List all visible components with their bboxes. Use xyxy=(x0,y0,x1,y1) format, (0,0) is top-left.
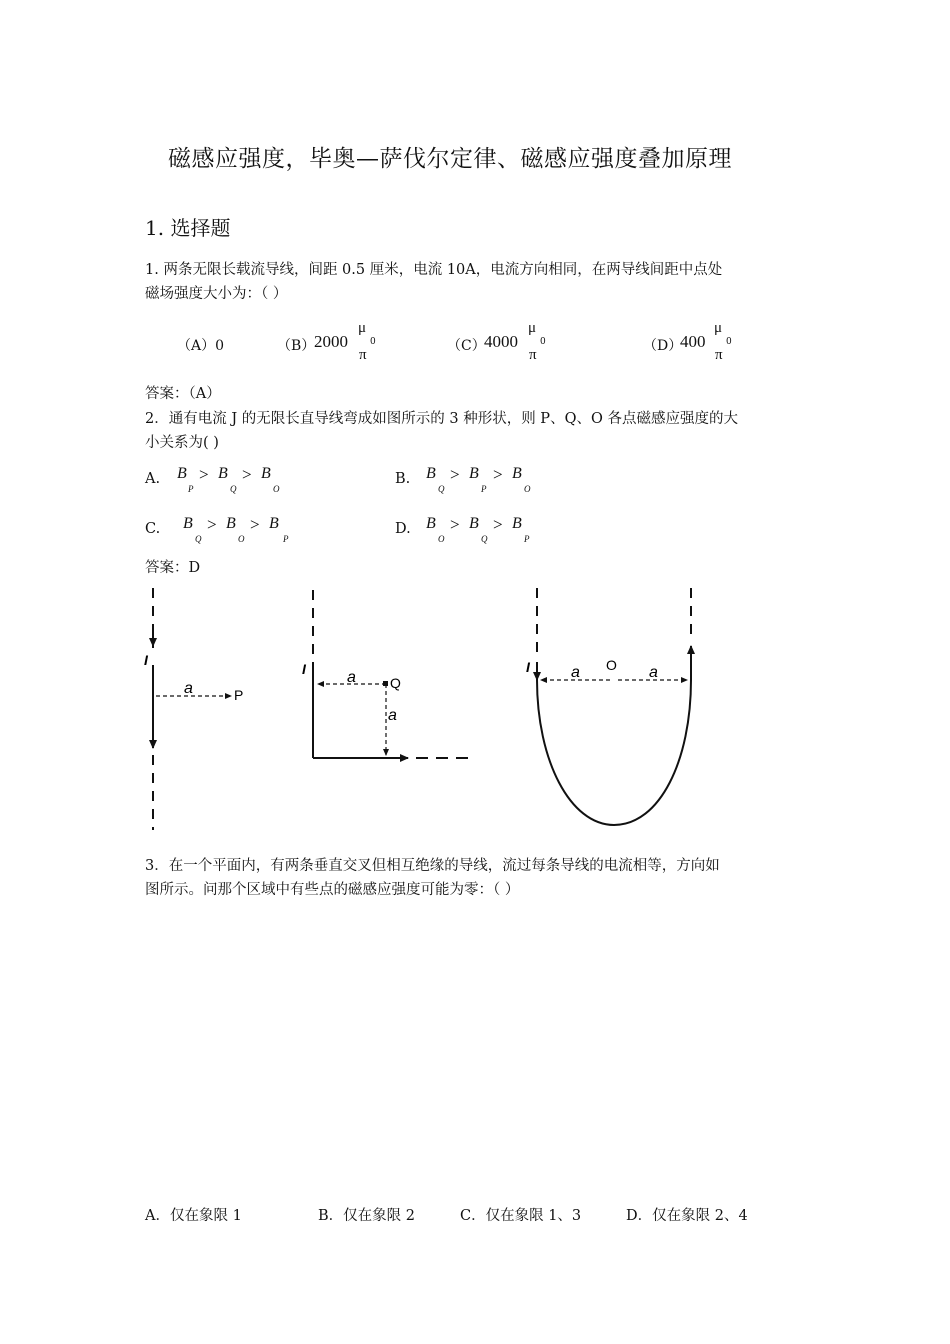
q1-option-d-pi: π xyxy=(715,347,723,363)
q2-option-d-sub1: O xyxy=(438,534,445,544)
q2-option-b-b1: B xyxy=(426,465,436,482)
q2-option-b-sub1: Q xyxy=(438,484,445,494)
q1-option-b-mu: μ xyxy=(358,320,367,336)
q2-option-a-gt2: > xyxy=(242,465,252,484)
current-label: I xyxy=(302,661,306,677)
q1-line2: 磁场强度大小为：（ ） xyxy=(145,286,288,302)
q1-option-d-coef: 400 xyxy=(680,332,706,351)
q1-option-c-pi: π xyxy=(529,347,537,363)
q2-option-c-b2: B xyxy=(226,515,236,532)
q1-option-d-label: （D） xyxy=(643,338,683,354)
q2-option-d-b3: B xyxy=(512,515,522,532)
q2-option-c-gt1: > xyxy=(207,515,217,534)
q2-option-a-sub3: O xyxy=(273,484,280,494)
q2-option-d-b1: B xyxy=(426,515,436,532)
q2-option-a-b1: B xyxy=(177,465,187,482)
q1-option-d-sub: 0 xyxy=(726,337,732,347)
q2-option-a-b3: B xyxy=(261,465,271,482)
point-o-label: O xyxy=(606,657,617,673)
q2-option-d-b2: B xyxy=(469,515,479,532)
distance-label-left: a xyxy=(571,664,580,681)
page-title: 磁感应强度，毕奥—萨伐尔定律、磁感应强度叠加原理 xyxy=(168,146,732,172)
q2-line2: 小关系为( ) xyxy=(145,435,219,451)
q3-option-a: A．仅在象限 1 xyxy=(145,1208,242,1224)
q2-option-a-sub1: P xyxy=(188,484,194,494)
q2-option-b-b2: B xyxy=(469,465,479,482)
q2-option-d-gt1: > xyxy=(450,515,460,534)
q2-option-d-sub2: Q xyxy=(481,534,488,544)
q2-option-b-gt2: > xyxy=(493,465,503,484)
q2-option-c-sub2: O xyxy=(238,534,245,544)
distance-label: a xyxy=(184,680,193,697)
q2-option-a-b2: B xyxy=(218,465,228,482)
q2-option-c-sub3: P xyxy=(283,534,289,544)
q2-option-c-gt2: > xyxy=(250,515,260,534)
q2-option-b-label: B. xyxy=(395,471,411,487)
q2-option-c-b1: B xyxy=(183,515,193,532)
distance-label-horizontal: a xyxy=(347,669,356,686)
q2-answer: 答案：D xyxy=(145,560,201,576)
figure-u-wire xyxy=(526,588,691,825)
q2-option-a-sub2: Q xyxy=(230,484,237,494)
q1-option-c-coef: 4000 xyxy=(484,332,518,351)
q2-option-b-sub2: P xyxy=(481,484,487,494)
q1-option-c-sub: 0 xyxy=(540,337,546,347)
q2-option-b-sub3: O xyxy=(524,484,531,494)
q3-line1: 3．在一个平面内，有两条垂直交叉但相互绝缘的导线，流过每条导线的电流相等，方向如 xyxy=(145,858,720,874)
distance-label-vertical: a xyxy=(388,707,397,724)
q2-option-c-label: C. xyxy=(145,521,161,537)
point-q-dot xyxy=(383,681,388,686)
distance-label-right: a xyxy=(649,664,658,681)
q2-option-c-sub1: Q xyxy=(195,534,202,544)
figure-l-wire xyxy=(302,590,470,758)
q3-option-c: C．仅在象限 1、3 xyxy=(460,1208,582,1224)
q3-line2: 图所示。问那个区域中有些点的磁感应强度可能为零：（ ） xyxy=(145,882,520,898)
q2-line1: 2．通有电流 J 的无限长直导线弯成如图所示的 3 种形状，则 P、Q、O 各点磁感应强度的大 xyxy=(145,411,738,427)
q2-option-a-gt1: > xyxy=(199,465,209,484)
q3-option-b: B．仅在象限 2 xyxy=(318,1208,415,1224)
point-q-label: Q xyxy=(390,675,401,691)
q1-option-c-label: （C） xyxy=(447,338,486,354)
q1-option-c-mu: μ xyxy=(528,320,537,336)
q1-option-b-label: （B） xyxy=(277,338,316,354)
q2-option-a-label: A. xyxy=(145,471,161,487)
q1-option-b-coef: 2000 xyxy=(314,332,348,351)
q1-option-b-pi: π xyxy=(359,347,367,363)
q1-option-d-mu: μ xyxy=(714,320,723,336)
q2-option-d-sub3: P xyxy=(524,534,530,544)
section-heading: 1. 选择题 xyxy=(145,216,231,240)
q2-option-d-gt2: > xyxy=(493,515,503,534)
q1-line1: 1. 两条无限长载流导线，间距 0.5 厘米，电流 10A，电流方向相同，在两导线间距中点处 xyxy=(145,262,723,278)
q2-option-b-b3: B xyxy=(512,465,522,482)
q1-option-b-sub: 0 xyxy=(370,337,376,347)
q2-option-d-label: D. xyxy=(395,521,411,537)
figure-straight-wire xyxy=(144,588,243,830)
wire-u-curve xyxy=(537,680,691,825)
q1-option-a-label: （A）0 xyxy=(177,338,225,354)
q2-option-c-b3: B xyxy=(269,515,279,532)
q1-answer: 答案：（A） xyxy=(145,386,221,402)
q3-option-d: D．仅在象限 2、4 xyxy=(626,1208,748,1224)
point-p-label: P xyxy=(234,687,244,703)
current-label: I xyxy=(526,659,530,675)
q2-option-b-gt1: > xyxy=(450,465,460,484)
current-label: I xyxy=(144,652,148,668)
